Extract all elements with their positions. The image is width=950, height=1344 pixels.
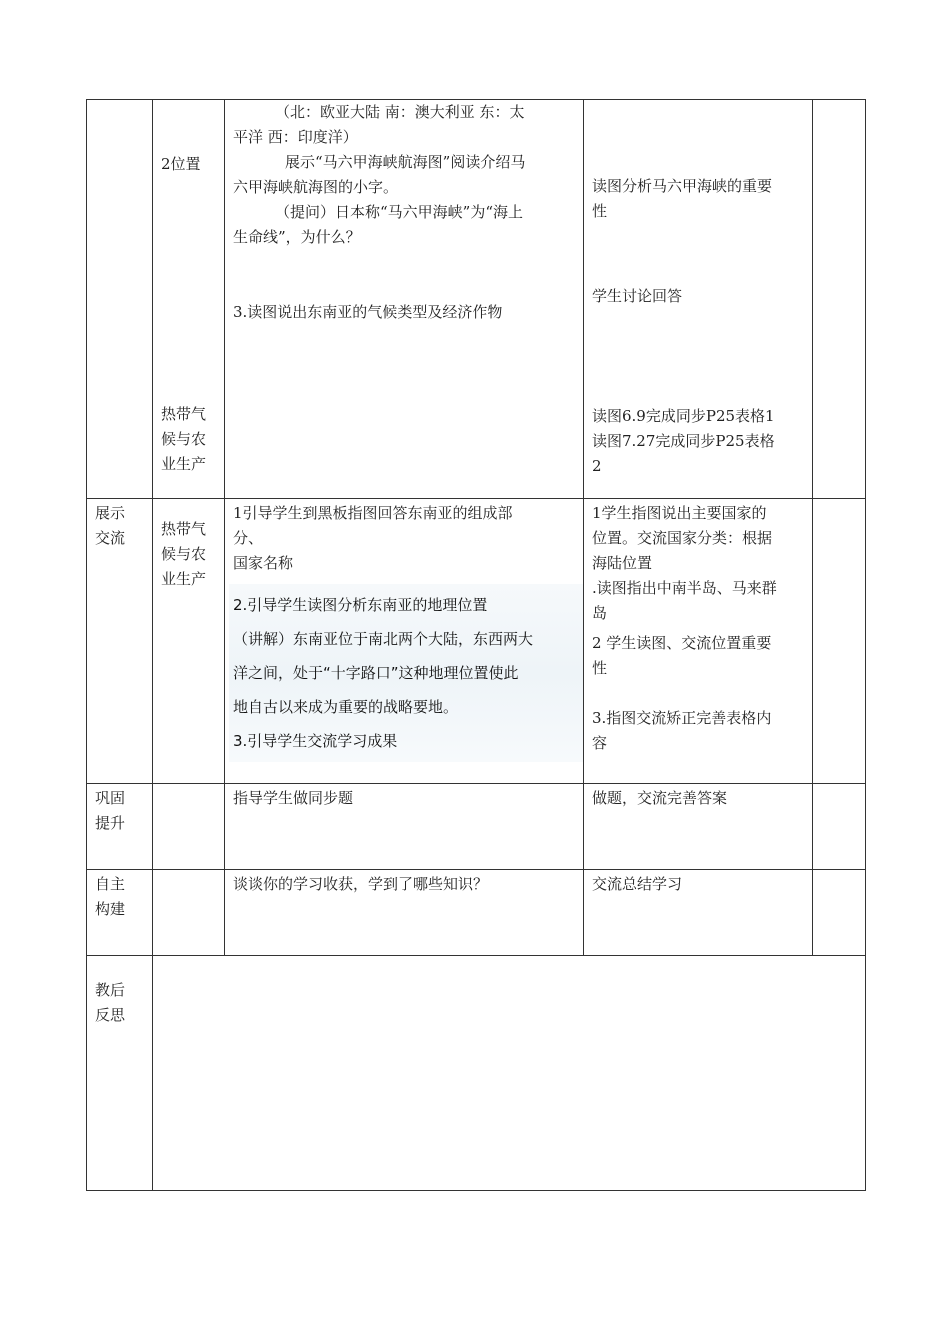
text-line: 2.引导学生读图分析东南亚的地理位置 <box>233 596 488 614</box>
text-line: 3.引导学生交流学习成果 <box>233 732 398 750</box>
table-row <box>87 499 866 784</box>
row4-teacher-cell <box>225 870 584 956</box>
text-line: 六甲海峡航海图的小字。 <box>233 178 399 196</box>
row1-stage-cell <box>87 100 153 499</box>
lesson-plan-table <box>86 99 866 1191</box>
topic-climate-line: 业生产 <box>161 570 207 588</box>
text-line: 分、 <box>233 529 264 547</box>
row5-stage-cell <box>87 956 153 1191</box>
row3-notes-cell <box>813 784 866 870</box>
text-line: .读图指出中南半岛、马来群 <box>592 579 777 597</box>
stage-label-line: 提升 <box>95 814 126 832</box>
topic-climate-line: 热带气 <box>161 520 207 538</box>
topic-climate-line: 业生产 <box>161 455 207 473</box>
text-line: 1引导学生到黑板指图回答东南亚的组成部 <box>233 504 513 522</box>
topic-location: 2位置 <box>161 155 201 173</box>
topic-climate-line: 热带气 <box>161 405 207 423</box>
reflection-cell <box>153 956 866 1191</box>
text-line: 3.读图说出东南亚的气候类型及经济作物 <box>233 303 503 321</box>
text-line: 2 <box>592 457 602 475</box>
row3-teacher-cell <box>225 784 584 870</box>
row1-notes-cell <box>813 100 866 499</box>
row1-topic-cell <box>153 100 225 499</box>
text-line: 性 <box>592 202 608 220</box>
topic-climate-line: 候与农 <box>161 430 207 448</box>
text-line: 性 <box>592 659 608 677</box>
text-line: 洋之间，处于“十字路口”这种地理位置使此 <box>233 664 519 682</box>
text-line: 海陆位置 <box>592 554 653 572</box>
row2-student-cell <box>584 499 813 784</box>
stage-label-line: 自主 <box>95 875 126 893</box>
table-row <box>87 100 866 499</box>
row3-topic-cell <box>153 784 225 870</box>
text-line: 容 <box>592 734 608 752</box>
table-row <box>87 870 866 956</box>
stage-label-line: 交流 <box>95 529 126 547</box>
table-row <box>87 784 866 870</box>
text-line: （讲解）东南亚位于南北两个大陆，东西两大 <box>233 630 534 648</box>
row4-student-cell <box>584 870 813 956</box>
row4-notes-cell <box>813 870 866 956</box>
text-line: 生命线”，为什么？ <box>233 228 361 246</box>
text-line: 做题，交流完善答案 <box>592 789 728 807</box>
text-line: 平洋 西：印度洋） <box>233 128 358 146</box>
text-line: 3.指图交流矫正完善表格内 <box>592 709 772 727</box>
text-line: 展示“马六甲海峡航海图”阅读介绍马 <box>285 153 526 171</box>
row2-teacher-cell <box>225 499 584 784</box>
row3-student-cell <box>584 784 813 870</box>
stage-label-line: 教后 <box>95 981 126 999</box>
text-line: 读图7.27完成同步P25表格 <box>592 432 775 450</box>
text-line: 指导学生做同步题 <box>233 789 354 807</box>
text-line: 位置。交流国家分类：根据 <box>592 529 773 547</box>
stage-label-line: 巩固 <box>95 789 126 807</box>
row2-topic-cell <box>153 499 225 784</box>
row2-stage-cell <box>87 499 153 784</box>
row4-stage-cell <box>87 870 153 956</box>
text-line: （提问）日本称“马六甲海峡”为“海上 <box>275 203 524 221</box>
text-line: 读图6.9完成同步P25表格1 <box>592 407 775 425</box>
text-line: 学生讨论回答 <box>592 287 683 305</box>
text-line: 地自古以来成为重要的战略要地。 <box>233 698 459 716</box>
row1-teacher-cell <box>225 100 584 499</box>
pasted-text-image <box>229 584 583 762</box>
table-row <box>87 956 866 1191</box>
text-line: 岛 <box>592 604 608 622</box>
text-line: 交流总结学习 <box>592 875 683 893</box>
row3-stage-cell <box>87 784 153 870</box>
text-line: 国家名称 <box>233 554 294 572</box>
text-line: 谈谈你的学习收获，学到了哪些知识？ <box>233 875 489 893</box>
text-line: 读图分析马六甲海峡的重要 <box>592 177 773 195</box>
row1-student-cell <box>584 100 813 499</box>
text-line: 1学生指图说出主要国家的 <box>592 504 767 522</box>
row2-notes-cell <box>813 499 866 784</box>
topic-climate-line: 候与农 <box>161 545 207 563</box>
stage-label-line: 构建 <box>95 900 126 918</box>
stage-label-line: 反思 <box>95 1006 126 1024</box>
text-line: 2 学生读图、交流位置重要 <box>592 634 772 652</box>
stage-label-line: 展示 <box>95 504 126 522</box>
row4-topic-cell <box>153 870 225 956</box>
text-line: （北：欧亚大陆 南：澳大利亚 东：太 <box>275 103 525 121</box>
